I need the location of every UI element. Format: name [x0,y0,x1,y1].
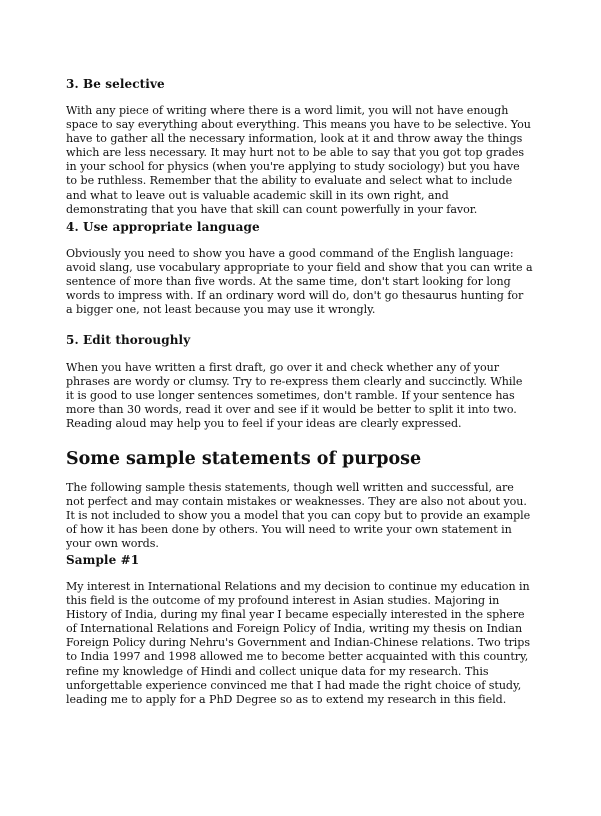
paragraph-edit-thoroughly: When you have written a first draft, go over it and check whether any of your phrases are wordy or clumsy. Try to re-express them clearly and succinctly. While it is good to use longer sentences sometimes, don't ramble. If your sentence has more than 30 words, read it over and see if it would be better to split it into two. Reading aloud may help you to feel if your ideas are clearly expressed. [66,361,523,431]
heading-use-appropriate-language: 4. Use appropriate language [66,220,260,234]
heading-be-selective: 3. Be selective [66,77,165,91]
heading-sample-1: Sample #1 [66,553,140,567]
section-title-sample-statements: Some sample statements of purpose [66,449,422,469]
paragraph-sample-1: My interest in International Relations and my decision to continue my education in this field is the outcome of my profound interest in Asian studies. Majoring in History of India, during my final year I became especially interested in the sphere of International Relations and Foreign Policy of India, writing my thesis on Indian Foreign Policy during Nehru's Government and Indian-Chinese relations. Two trips to India 1997 and 1998 allowed me to become better acquainted with this country, refine my knowledge of Hindi and collect unique data for my research. This unforgettable experience convinced me that I had made the right choice of study, leading me to apply for a PhD Degree so as to extend my research in this field. [66,580,530,706]
paragraph-be-selective: With any piece of writing where there is a word limit, you will not have enough space to say everything about everything. This means you have to be selective. You have to gather all the necessary information, look at it and throw away the things which are less necessary. It may hurt not to be able to say that you got top grades in your school for physics (when you're applying to study sociology) but you have to be ruthless. Remember that the ability to evaluate and select what to include and what to leave out is valuable academic skill in its own right, and demonstrating that you have that skill can count powerfully in your favor. [66,104,531,216]
paragraph-use-appropriate-language: Obviously you need to show you have a good command of the English language: avoid slang, use vocabulary appropriate to your field and show that you can write a sentence of more than five words. At the same time, don't start looking for long words to impress with. If an ordinary word will do, don't go thesaurus hunting for a bigger one, not least because you may use it wrongly. [66,247,533,317]
heading-edit-thoroughly: 5. Edit thoroughly [66,333,191,347]
paragraph-samples-intro: The following sample thesis statements, though well written and successful, are not perfect and may contain mistakes or weaknesses. They are also not about you. It is not included to show you a model that you can copy but to provide an example of how it has been done by others. You will need to write your own statement in your own words. [66,481,531,551]
